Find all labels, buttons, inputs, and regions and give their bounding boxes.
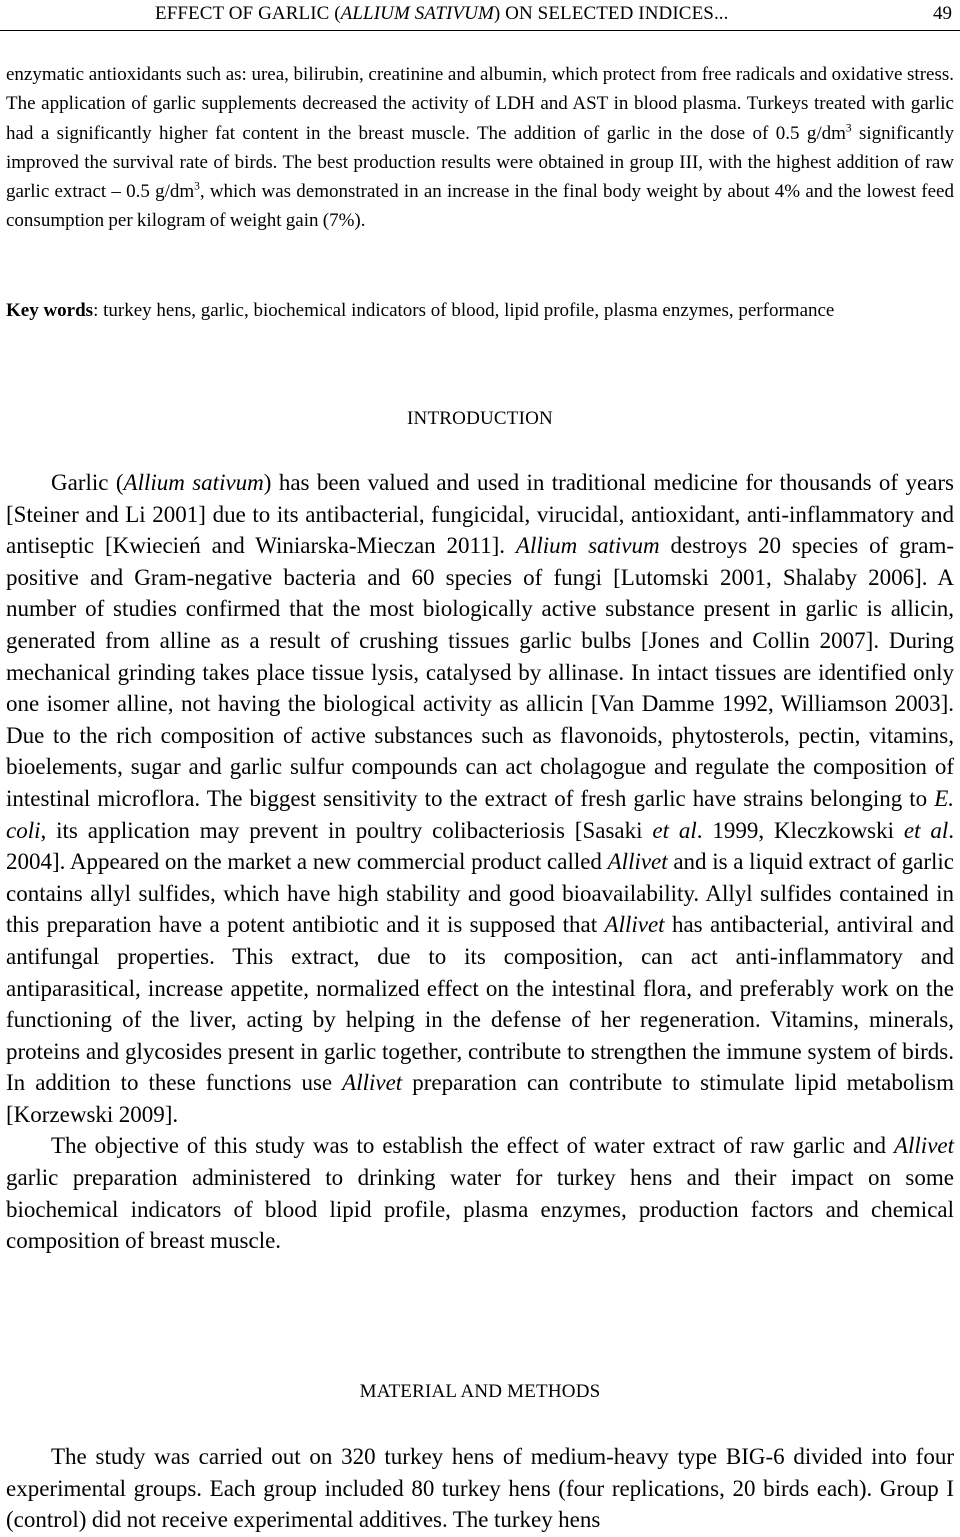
- abstract: [6, 60, 954, 236]
- text-run: preparation can contribute to stimulate lipid metabolism [Korzewski 2009].: [6, 1070, 954, 1127]
- superscript: 3: [845, 122, 852, 135]
- keywords-label: Key words: [6, 300, 94, 321]
- running-header: [0, 0, 960, 31]
- abstract-text-3: , which was demonstrated in an increase in the final body weight by about 4% and the lowest feed consumption per kilogram of weight gain (7%).: [6, 181, 954, 232]
- running-title-suffix: ) ON SELECTED INDICES...: [493, 3, 729, 24]
- text-run: . 1999, Kleczkowski: [696, 817, 904, 843]
- italic-run: Allivet: [607, 849, 668, 875]
- italic-run: et al: [652, 817, 697, 843]
- abstract-text-2: significantly improved the survival rate of birds. The best production results were obtained in group III, with the highest addition of raw garlic extract – 0.5 g/dm: [6, 122, 954, 203]
- italic-run: Allivet: [893, 1133, 954, 1159]
- text-run: ) has been valued and used in traditional medicine for thousands of years [Steiner and Li 2001] due to its antibacterial, fungicidal, virucidal, antioxidant, anti-inflammatory and antiseptic [Kwiecień and Winiarska-Mieczan 2011].: [6, 470, 954, 559]
- introduction-paragraph-2: [6, 1130, 954, 1256]
- page-number: 49: [933, 3, 952, 24]
- keywords-paragraph: [6, 296, 954, 326]
- italic-run: E. coli: [6, 785, 954, 843]
- text-run: has antibacterial, antiviral and antifungal properties. This extract, due to its composition, can act anti-inflammatory and antiparasitical, increase appetite, normalized effect on the intestinal flora, and preferably work on the functioning of the liver, acting by helping in the defense of her regeneration. Vitamins, minerals, proteins and glycosides present in garlic together, contribute to strengthen the immune system of birds. In addition to these functions use: [6, 912, 954, 1096]
- italic-run: Allivet: [342, 1070, 403, 1096]
- text-run: The objective of this study was to establish the effect of water extract of raw garlic and: [51, 1133, 894, 1159]
- italic-run: Allium sativum: [123, 470, 264, 495]
- running-title-italic: ALLIUM SATIVUM: [340, 3, 494, 24]
- abstract-text-1: enzymatic antioxidants such as: urea, bilirubin, creatinine and albumin, which protect from free radicals and oxidative stress. The application of garlic supplements decreased the activity of LDH and AST in blood plasma. Turkeys treated with garlic had a significantly higher fat content in the breast muscle. The addition of garlic in the dose of 0.5 g/dm: [6, 64, 954, 144]
- text-run: destroys 20 species of gram-positive and Gram-negative bacteria and 60 species of fungi [Lutomski 2001, Shalaby 2006]. A number of studies confirmed that the most biologically active substance present in garlic is allicin, generated from alline as a result of crushing tissues garlic bulbs [Jones and Collin 2007]. During mechanical grinding takes place tissue lysis, catalysed by allinase. In intact tissues are identified only one isomer alline, not having the biological activity as allicin [Van Damme 1992, Williamson 2003]. Due to the rich composition of active substances such as flavonoids, phytosterols, pectin, vitamins, bioelements, sugar and garlic sulfur compounds can act cholagogue and regulate the composition of intestinal microflora. The biggest sensitivity to the extract of fresh garlic have strains belonging to: [6, 533, 954, 811]
- italic-run: Allium sativum: [515, 533, 660, 559]
- introduction-paragraph-1: [6, 467, 954, 1130]
- text-run: and is a liquid extract of garlic contains allyl sulfides, which have high stability and good bioavailability. Allyl sulfides contained in this preparation have a potent antibiotic and it is supposed that: [6, 849, 954, 938]
- methods-body: [6, 1441, 954, 1536]
- keywords: [6, 296, 954, 326]
- text-run: Garlic (: [51, 470, 124, 495]
- introduction-heading: INTRODUCTION: [407, 408, 553, 429]
- methods-paragraph-1: The study was carried out on 320 turkey hens of medium-heavy type BIG-6 divided into four experimental groups. Each group included 80 turkey hens (four replications, 20 birds each). Group I (control) did not receive experimental additives. The turkey hens: [6, 1444, 954, 1533]
- running-title-prefix: EFFECT OF GARLIC (: [155, 3, 341, 24]
- keywords-text: : turkey hens, garlic, biochemical indicators of blood, lipid profile, plasma enzymes, performance: [93, 300, 835, 321]
- italic-run: Allivet: [604, 912, 665, 938]
- methods-heading: MATERIAL AND METHODS: [359, 1381, 601, 1402]
- superscript: 3: [194, 180, 200, 193]
- running-title: [155, 3, 729, 25]
- text-run: , its application may prevent in poultry colibacteriosis [Sasaki: [40, 817, 653, 843]
- text-run: garlic preparation administered to drinking water for turkey hens and their impact on some biochemical indicators of blood lipid profile, plasma enzymes, production factors and chemical composition of breast muscle.: [6, 1165, 954, 1254]
- abstract-paragraph: [6, 60, 954, 236]
- italic-run: et al: [903, 817, 949, 843]
- text-run: . 2004]. Appeared on the market a new commercial product called: [6, 817, 954, 875]
- introduction-body: [6, 467, 954, 1257]
